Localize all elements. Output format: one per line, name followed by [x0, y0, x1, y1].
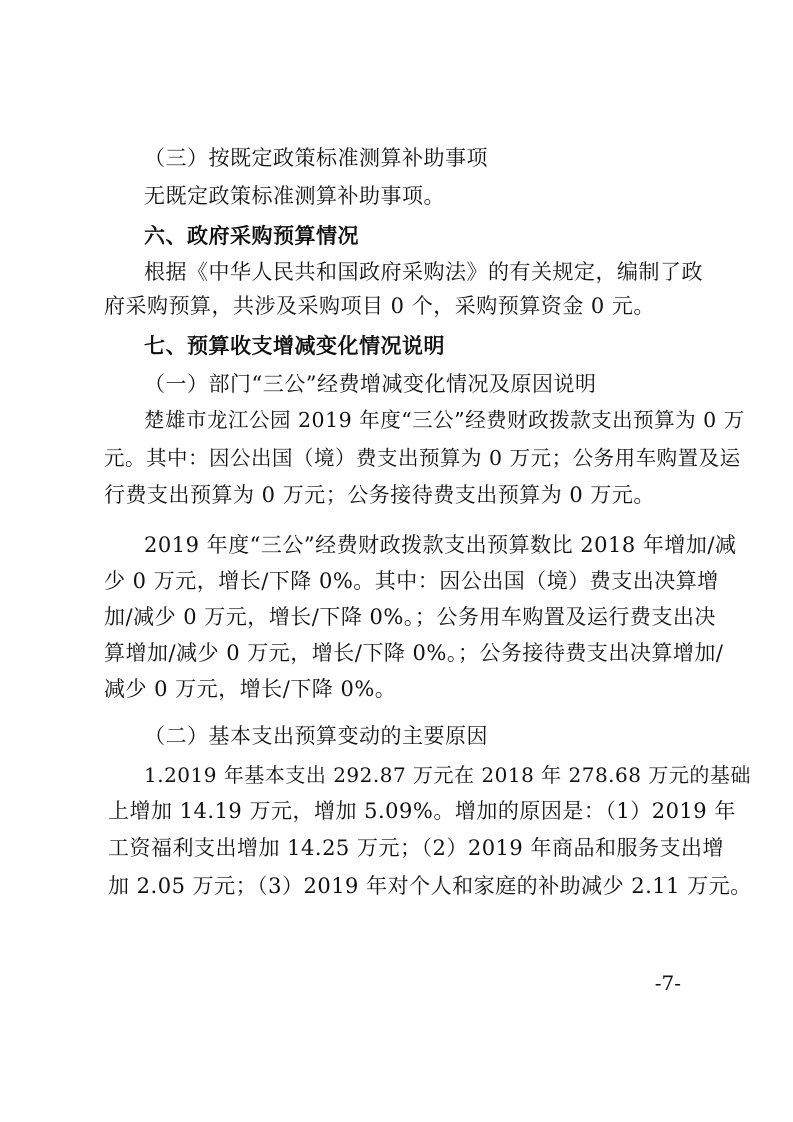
subheading-3: （三）按既定政策标准测算补助事项	[144, 146, 488, 170]
section-7-title: 七、预算收支增减变化情况说明	[144, 333, 445, 358]
paragraph-line: 府采购预算，共涉及采购项目 0 个，采购预算资金 0 元。	[104, 294, 655, 318]
paragraph-line: 减少 0 万元，增长/下降 0%。	[104, 677, 397, 701]
paragraph-line: 加/减少 0 万元，增长/下降 0%。；公务用车购置及运行费支出决	[104, 605, 716, 629]
paragraph-line: 根据《中华人民共和国政府采购法》的有关规定，编制了政	[144, 260, 703, 284]
paragraph-line: 行费支出预算为 0 万元；公务接待费支出预算为 0 万元。	[104, 483, 655, 507]
paragraph-line: 工资福利支出增加 14.25 万元；（2）2019 年商品和服务支出增	[108, 836, 724, 860]
paragraph-line: 2019 年度“三公”经费财政拨款支出预算数比 2018 年增加/减	[144, 533, 737, 557]
paragraph-line: 少 0 万元，增长/下降 0%。其中：因公出国（境）费支出决算增	[104, 569, 719, 593]
paragraph-line: 上增加 14.19 万元，增加 5.09%。增加的原因是：（1）2019 年	[108, 799, 736, 823]
paragraph-line: 算增加/减少 0 万元，增长/下降 0%。；公务接待费支出决算增加/	[104, 641, 724, 665]
subheading-7-2: （二）基本支出预算变动的主要原因	[144, 724, 488, 748]
paragraph-line: 无既定政策标准测算补助事项。	[144, 184, 445, 208]
paragraph-line: 楚雄市龙江公园 2019 年度“三公”经费财政拨款支出预算为 0 万	[144, 408, 745, 432]
section-6-title: 六、政府采购预算情况	[144, 223, 359, 248]
paragraph-line: 1.2019 年基本支出 292.87 万元在 2018 年 278.68 万元的基础	[144, 763, 751, 787]
page-number: -7-	[654, 971, 681, 995]
subheading-7-1: （一）部门“三公”经费增减变化情况及原因说明	[144, 372, 597, 396]
paragraph-line: 元。其中：因公出国（境）费支出预算为 0 万元；公务用车购置及运	[104, 446, 741, 470]
paragraph-line: 加 2.05 万元；（3）2019 年对个人和家庭的补助减少 2.11 万元。	[108, 874, 752, 898]
